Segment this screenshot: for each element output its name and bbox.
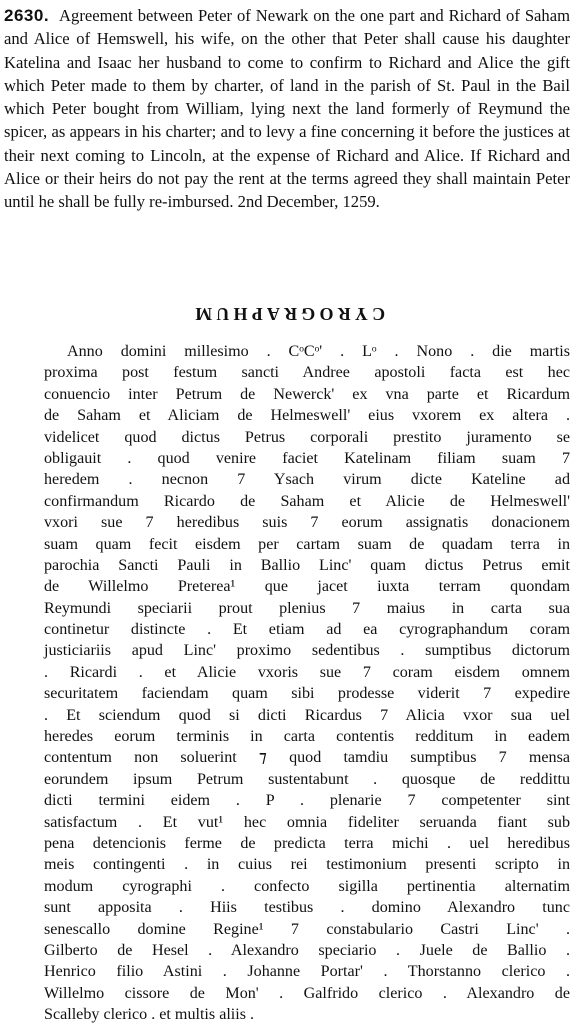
latin-line: . Ricardi . et Alicie vxoris sue 7 coram eisdem omnem (44, 663, 570, 681)
latin-line: conuencio inter Petrum de Newerck' ex vna parte et Ricardum (44, 385, 570, 403)
latin-line: heredes eorum terminis in carta contentis redditum in eadem (44, 728, 570, 746)
latin-line: obligauit . quod venire faciet Katelinam filiam suam 7 (44, 449, 570, 467)
latin-line: pena detencionis ferme de predicta terra michi . uel heredibus (44, 834, 570, 852)
latin-line: confirmandum Ricardo de Saham et Alicie de Helmeswell' (44, 492, 570, 510)
latin-charter-text (44, 341, 570, 1026)
latin-line: de Saham et Aliciam de Helmeswell' eius vxorem ex altera . (44, 407, 570, 425)
latin-line: de Willelmo Preterea¹ que jacet iuxta terram quondam (44, 578, 570, 596)
latin-line: proxima post festum sancti Andree apostoli facta est hec (44, 364, 570, 382)
latin-line: vxori sue 7 heredibus suis 7 eorum assignatis donacionem (44, 514, 570, 532)
latin-line: parochia Sancti Pauli in Ballio Linc' quam dictus Petrus emit (44, 556, 570, 574)
latin-line: heredem . necnon 7 Ysach virum dicte Kateline ad (44, 471, 570, 489)
entry-number: 2630. (4, 6, 50, 25)
latin-line: . Et sciendum quod si dicti Ricardus 7 Alicia vxor sua uel (44, 706, 570, 724)
latin-line: sunt apposita . Hiis testibus . domino Alexandro tunc (44, 899, 570, 917)
latin-line: Gilberto de Hesel . Alexandro speciario . Juele de Ballio . (44, 941, 570, 959)
summary-text: Agreement between Peter of Newark on the one part and Richard of Saham and Alice of Hemswell, his wife, on the other that Peter shall cause his daughter Katelina and Isaac her husband to come to confirm to Richard and Alice the gift which Peter made to them by charter, of land in the parish of St. Paul in the Bail which Peter bought from William, lying next the land formerly of Reymund the spicer, as appears in his charter; and to levy a fine concerning it before the justices at their next coming to Lincoln, at the expense of Richard and Alice. If Richard and Alice or their heirs do not pay the rent at the terms agreed they shall maintain Peter until he shall be fully re-imbursed. 2nd December, 1259. (4, 6, 570, 212)
latin-line: dicti termini eidem . P . plenarie 7 competenter sint (44, 792, 570, 810)
latin-line: contentum non soluerint ⁊ quod tamdiu sumptibus 7 mensa (44, 749, 570, 767)
latin-line: Scalleby clerico . et multis aliis . (44, 1006, 255, 1024)
latin-line: modum cyrographi . confecto sigilla pertinentia alternatim (44, 877, 570, 895)
latin-line: Willelmo cissore de Mon' . Galfrido clerico . Alexandro de (44, 984, 570, 1002)
english-summary-paragraph (4, 4, 570, 214)
latin-line: justiciariis apud Linc' proximo sedentibus . sumptibus dictorum (44, 642, 570, 660)
latin-line: Reymundi speciarii prout plenius 7 maius in carta sua (44, 599, 570, 617)
cyrographum-heading-inverted: CYROGRAPHUM (190, 304, 386, 324)
latin-line: continetur distincte . Et etiam ad ea cyrographandum coram (44, 621, 570, 639)
latin-line: satisfactum . Et vut¹ hec omnia fideliter seruanda fiant sub (44, 813, 570, 831)
latin-line: eorundem ipsum Petrum sustentabunt . quosque de reddittu (44, 770, 570, 788)
latin-line: senescallo domine Regine¹ 7 constabulario Castri Linc' . (44, 920, 570, 938)
latin-line: suam quam fecit eisdem per cartam suam de quadam terra in (44, 535, 570, 553)
latin-line: Anno domini millesimo . CᵒCᵒ' . Lᵒ . Nono . die martis (67, 343, 570, 360)
latin-line: videlicet quod dictus Petrus corporali prestito juramento se (44, 428, 570, 446)
latin-line: meis contingenti . in cuius rei testimonium presenti scripto in (44, 856, 570, 874)
latin-line: Henrico filio Astini . Johanne Portar' . Thorstanno clerico . (44, 963, 570, 981)
latin-line: securitatem faciendam quam sibi prodesse viderit 7 expedire (44, 685, 570, 703)
